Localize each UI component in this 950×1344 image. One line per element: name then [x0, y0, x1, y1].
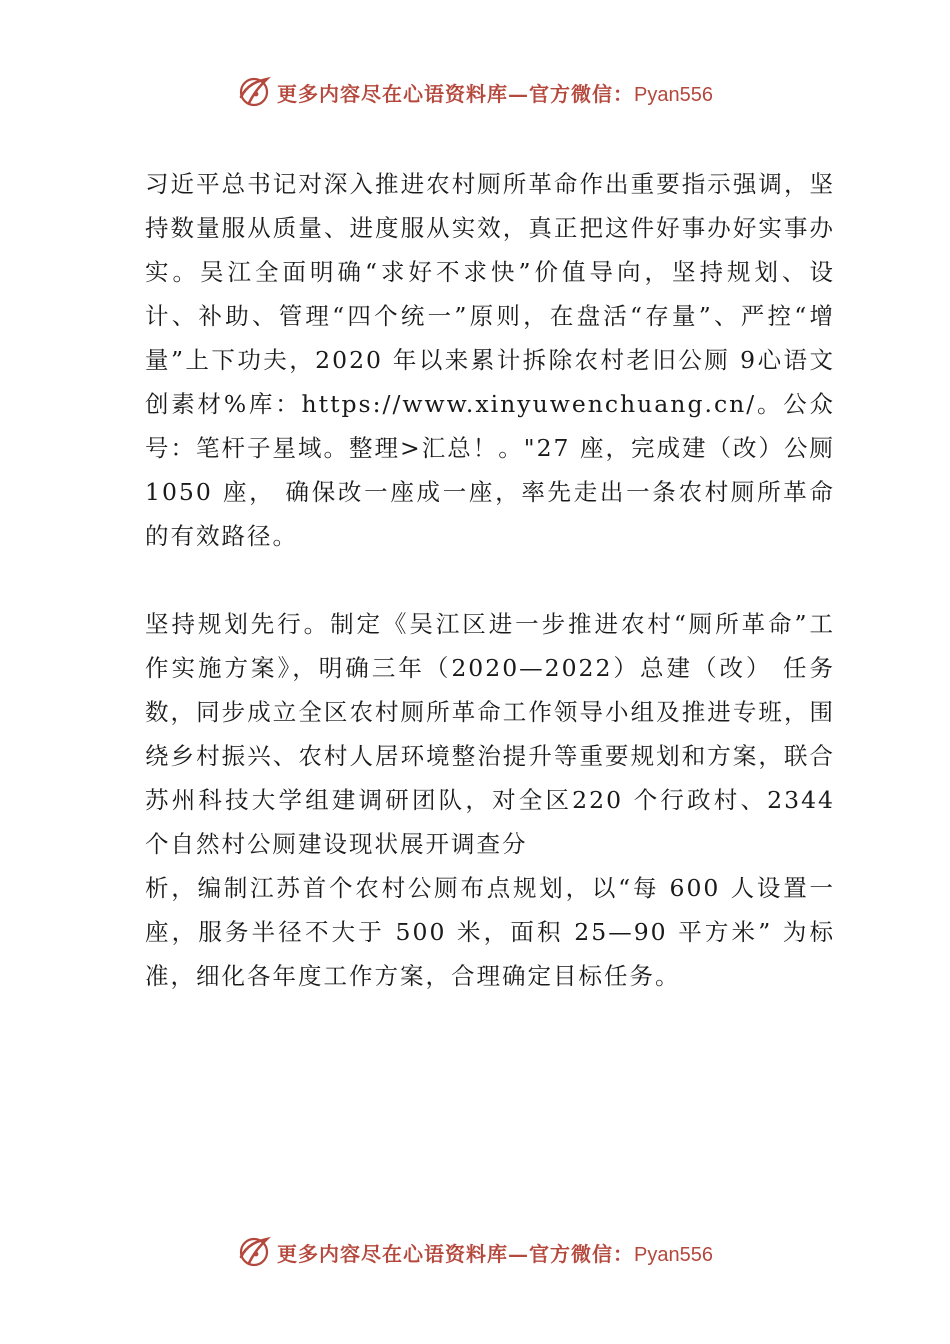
paragraph-intro: 习近平总书记对深入推进农村厕所革命作出重要指示强调，坚持数量服从质量、进度服从实效，真正把这件好事办好实事办实。吴江全面明确“求好不求快”价值导向，坚持规划、设计、补助、管理“四个统一”原则，在盘活“存量”、严控“增量”上下功夫，2020 年以来累计拆除农村老旧公厕 9心语文创素材%库：https://www.xinyuwenchuang.cn/。公众号：笔杆子星域。整理>汇总！。"27 座，完成建（改）公厕 1050 座， 确保改一座成一座，率先走出一条农村厕所革命的有效路径。	[145, 170, 835, 550]
footer-watermark-sep: —	[508, 1241, 530, 1266]
header-watermark	[0, 72, 950, 112]
header-watermark-id: Pyan556	[634, 83, 713, 106]
header-watermark-label: 官方微信：	[529, 81, 635, 106]
paragraph-planning: 坚持规划先行。制定《吴江区进一步推进农村“厕所革命”工作实施方案》，明确三年（2020—2022）总建（改） 任务数，同步成立全区农村厕所革命工作领导小组及推进专班，围绕乡村振兴、农村人居环境整治提升等重要规划和方案，联合苏州科技大学组建调研团队，对全区220 个行政村、2344 个自然村公厕建设现状展开调查分	[145, 610, 835, 858]
footer-watermark-id: Pyan556	[634, 1243, 713, 1266]
footer-watermark-text	[277, 1238, 713, 1267]
footer-watermark-main: 更多内容尽在心语资料库	[277, 1241, 509, 1266]
footer-watermark-label: 官方微信：	[529, 1241, 635, 1266]
brush-logo-icon	[237, 1235, 271, 1269]
footer-watermark	[0, 1232, 950, 1272]
header-watermark-text	[277, 78, 713, 107]
document-body	[145, 162, 835, 998]
header-watermark-main: 更多内容尽在心语资料库	[277, 81, 509, 106]
paragraph-planning-continued: 析，编制江苏首个农村公厕布点规划，以“每 600 人设置一座，服务半径不大于 500 米，面积 25—90 平方米” 为标准，细化各年度工作方案，合理确定目标任务。	[145, 874, 835, 990]
brush-logo-icon	[237, 75, 271, 109]
header-watermark-sep: —	[508, 81, 530, 106]
